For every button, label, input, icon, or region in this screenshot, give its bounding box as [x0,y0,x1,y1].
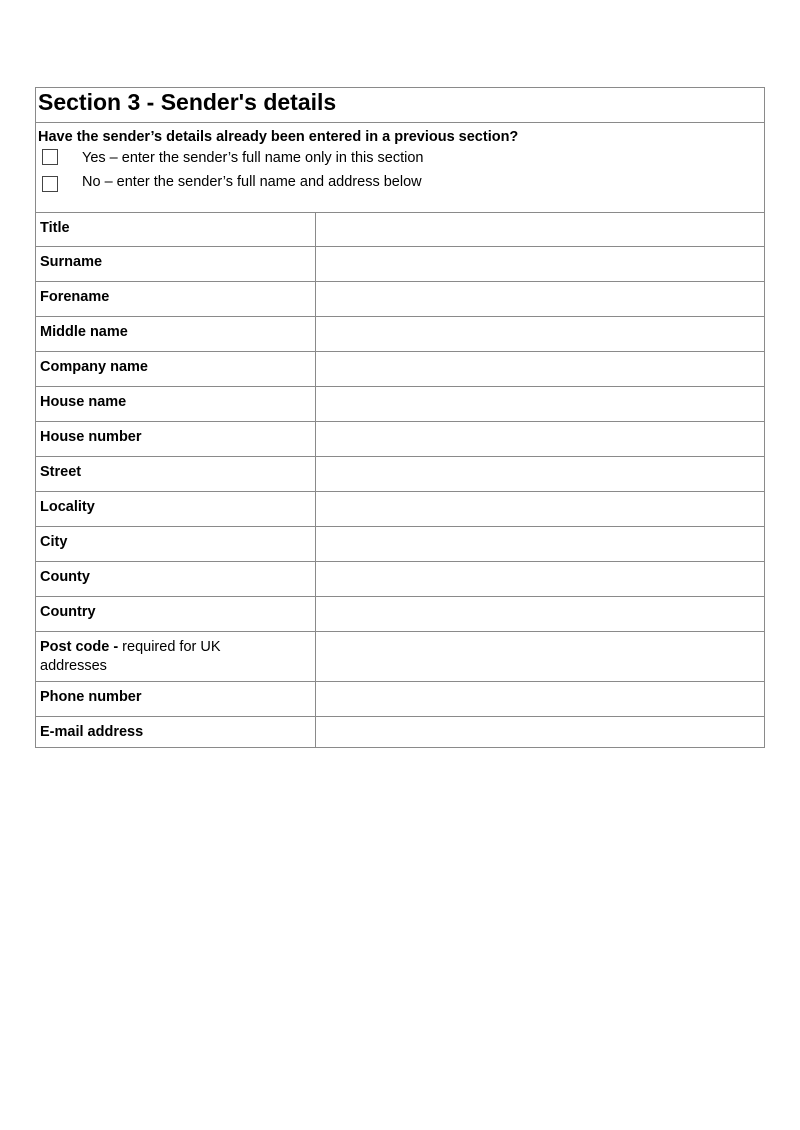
field-label: Surname [36,247,316,281]
post-code-note: required for UK addresses [40,639,221,674]
field-label: Post code - required for UK addresses [36,632,316,681]
field-label: Phone number [36,682,316,716]
field-label: County [36,562,316,596]
option-yes-label: Yes – enter the sender’s full name only in this section [82,150,424,166]
field-row-county [35,562,765,597]
field-label: E-mail address [36,717,316,747]
field-label: Forename [36,282,316,316]
field-row-house-number [35,422,765,457]
field-row-middle-name [35,317,765,352]
surname-input[interactable] [316,247,764,281]
option-no-label: No – enter the sender’s full name and address below [82,174,422,190]
field-row-company-name [35,352,765,387]
house-number-input[interactable] [316,422,764,456]
previous-section-question [35,122,765,213]
field-label: City [36,527,316,561]
field-label: House name [36,387,316,421]
field-label: Street [36,457,316,491]
field-label: Country [36,597,316,631]
fields-table [35,212,765,748]
field-label: Middle name [36,317,316,351]
middle-name-input[interactable] [316,317,764,351]
field-label: House number [36,422,316,456]
question-text: Have the sender’s details already been entered in a previous section? [38,129,519,145]
field-label: Company name [36,352,316,386]
field-row-title [35,212,765,247]
section-header [35,87,765,123]
field-label: Title [36,213,316,246]
country-input[interactable] [316,597,764,631]
title-input[interactable] [316,213,764,246]
field-row-locality [35,492,765,527]
field-row-country [35,597,765,632]
county-input[interactable] [316,562,764,596]
option-yes[interactable] [36,149,736,171]
yes-checkbox[interactable] [42,149,58,165]
field-row-post-code [35,632,765,682]
locality-input[interactable] [316,492,764,526]
forename-input[interactable] [316,282,764,316]
field-row-forename [35,282,765,317]
city-input[interactable] [316,527,764,561]
email-address-input[interactable] [316,717,764,747]
field-row-phone-number [35,682,765,717]
field-row-street [35,457,765,492]
field-row-surname [35,247,765,282]
company-name-input[interactable] [316,352,764,386]
option-no[interactable] [36,174,736,201]
field-row-city [35,527,765,562]
field-label: Locality [36,492,316,526]
phone-number-input[interactable] [316,682,764,716]
post-code-input[interactable] [316,632,764,681]
house-name-input[interactable] [316,387,764,421]
no-checkbox[interactable] [42,176,58,192]
field-row-email-address [35,717,765,748]
field-row-house-name [35,387,765,422]
street-input[interactable] [316,457,764,491]
section-title: Section 3 - Sender's details [38,89,337,115]
